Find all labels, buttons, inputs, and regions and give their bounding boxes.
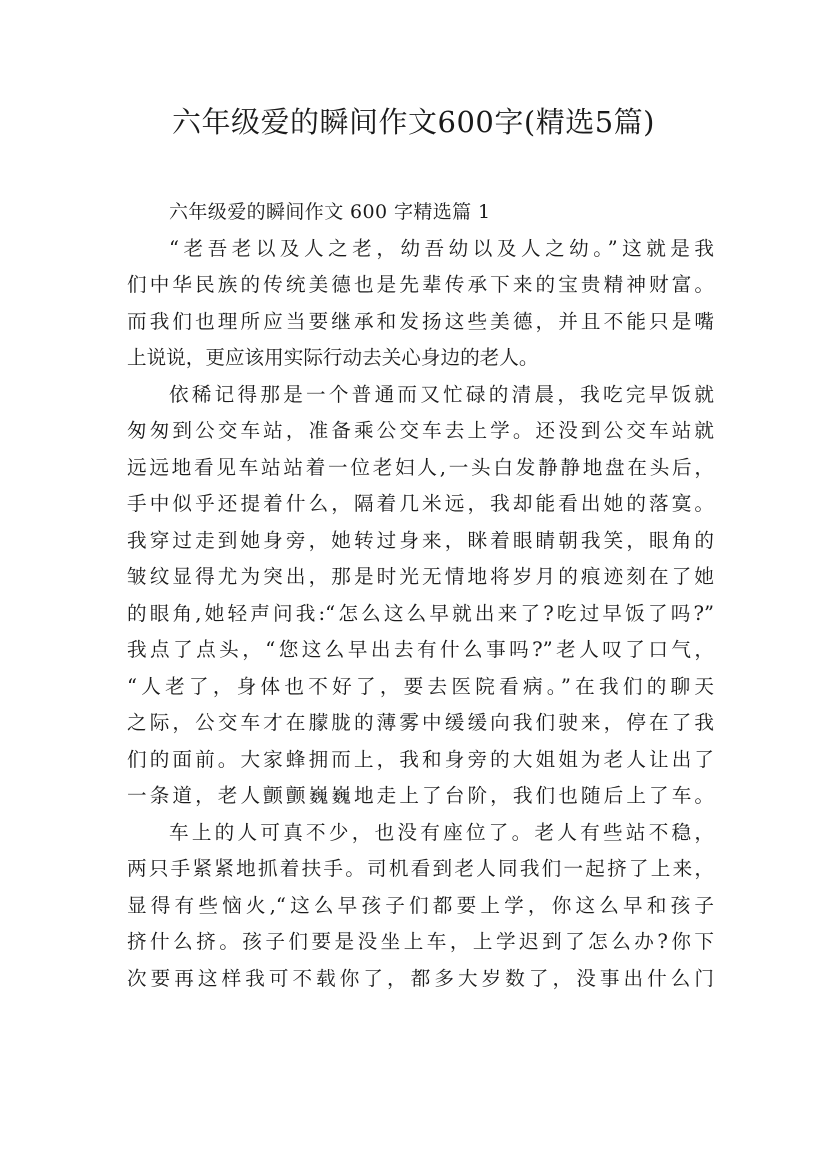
text-line: “人老了，身体也不好了，要去医院看病。”在我们的聊天 [127,674,714,698]
text-line: 皱纹显得尤为突出，那是时光无情地将岁月的痕迹刻在了她 [127,565,714,588]
paragraph-lines [127,231,714,998]
text-line: 们中华民族的传统美德也是先辈传承下来的宝贵精神财富。 [127,273,714,296]
text-line: 手中似乎还提着什么，隔着几米远，我却能看出她的落寞。 [127,492,714,515]
text-line: 一条道，老人颤颤巍巍地走上了台阶，我们也随后上了车。 [127,784,714,807]
text-line: 之际，公交车才在朦胧的薄雾中缓缓向我们驶来，停在了我 [127,711,714,734]
text-line: 显得有些恼火,“这么早孩子们都要上学，你这么早和孩子 [127,893,714,917]
section-heading: 六年级爱的瞬间作文 600 字精选篇 1 [169,201,491,223]
text-line: 的眼角,她轻声问我:“怎么这么早就出来了?吃过早饭了吗?” [127,601,714,625]
document-body [127,194,714,997]
text-line: 上说说，更应该用实际行动去关心身边的老人。 [127,346,539,369]
text-line: 挤什么挤。孩子们要是没坐上车，上学迟到了怎么办?你下 [127,930,714,953]
text-line: 匆匆到公交车站，准备乘公交车去上学。还没到公交车站就 [127,419,714,442]
text-line: 次要再这样我可不载你了，都多大岁数了，没事出什么门 [127,966,714,990]
text-line: 而我们也理所应当要继承和发扬这些美德，并且不能只是嘴 [127,309,714,333]
document-title: 六年级爱的瞬间作文600字(精选5篇) [172,105,655,139]
text-line: 们的面前。大家蜂拥而上，我和身旁的大姐姐为老人让出了 [127,747,714,771]
text-line: 车上的人可真不少，也没有座位了。老人有些站不稳， [169,820,714,844]
text-line: “老吾老以及人之老，幼吾幼以及人之幼。”这就是我 [169,236,714,260]
text-line: 依稀记得那是一个普通而又忙碌的清晨，我吃完早饭就 [169,382,714,406]
text-line: 远远地看见车站站着一位老妇人,一头白发静静地盘在头后， [127,455,714,479]
text-line: 我点了点头，“您这么早出去有什么事吗?”老人叹了口气， [127,638,714,661]
text-line: 我穿过走到她身旁，她转过身来，眯着眼睛朝我笑，眼角的 [127,528,714,552]
text-line: 两只手紧紧地抓着扶手。司机看到老人同我们一起挤了上来， [127,857,714,880]
